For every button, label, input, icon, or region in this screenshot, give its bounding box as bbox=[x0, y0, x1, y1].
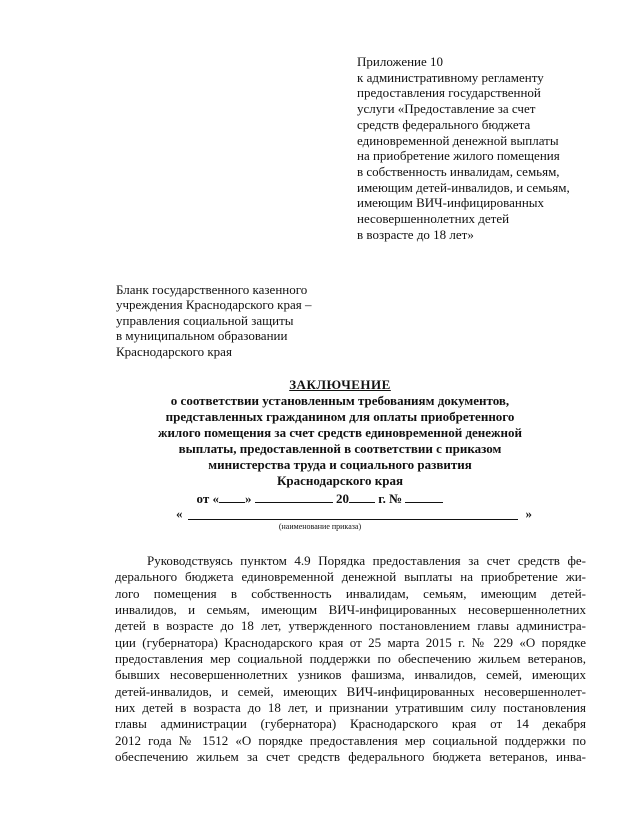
appendix-line: имеющим детей-инвалидов, и семьям, bbox=[357, 179, 570, 195]
appendix-line: единовременной денежной выплаты bbox=[357, 132, 559, 148]
appendix-line: средств федерального бюджета bbox=[357, 116, 531, 132]
body-line: ции (губернатора) Краснодарского края от 25 марта 2015 г. № 229 «О порядке bbox=[115, 634, 586, 650]
organization-line: учреждения Краснодарского края – bbox=[116, 297, 312, 313]
appendix-line: услуги «Предоставление за счет bbox=[357, 101, 536, 117]
body-line: дерального бюджета единовременной денежной выплаты на приобретение жи- bbox=[115, 569, 586, 585]
appendix-line: предоставления государственной bbox=[357, 85, 541, 101]
appendix-line: несовершеннолетних детей bbox=[357, 211, 510, 227]
body-line: главы администрации (губернатора) Краснодарского края от 14 декабря bbox=[115, 716, 586, 732]
order-name-blank-field[interactable] bbox=[188, 519, 518, 520]
document-title: ЗАКЛЮЧЕНИЕ bbox=[289, 377, 391, 392]
body-line: детей в возрасте до 18 лет, утвержденного постановлением главы администра- bbox=[115, 618, 586, 634]
appendix-line: в возрасте до 18 лет» bbox=[357, 226, 474, 242]
body-line: детей-инвалидов, и семей, имеющих ВИЧ-инфицированных несовершеннолет- bbox=[115, 683, 586, 699]
conclusion-line: министерства труда и социального развития bbox=[208, 457, 472, 472]
conclusion-heading bbox=[140, 377, 540, 489]
body-line: предоставления мер социальной поддержки по обеспечению жильем ветеранов, bbox=[115, 651, 586, 667]
appendix-line: в собственность инвалидам, семьям, bbox=[357, 163, 560, 179]
year-blank-field[interactable] bbox=[349, 491, 375, 503]
date-from-label: от « bbox=[196, 491, 219, 506]
number-label: г. № bbox=[378, 491, 403, 506]
appendix-line: Приложение 10 bbox=[357, 54, 444, 69]
organization-block bbox=[116, 282, 376, 359]
conclusion-line: представленных гражданином для оплаты приобретенного bbox=[165, 409, 515, 424]
date-close-quote: » bbox=[244, 491, 252, 506]
conclusion-line: Краснодарского края bbox=[276, 473, 404, 488]
conclusion-line: о соответствии установленным требованиям документов, bbox=[170, 393, 510, 408]
day-blank-field[interactable] bbox=[219, 491, 245, 503]
body-line: лого помещения в собственность инвалидам, семьям, имеющим детей- bbox=[115, 585, 586, 601]
number-blank-field[interactable] bbox=[405, 491, 443, 503]
body-line: 2012 года № 1512 «О порядке предоставления мер социальной поддержки по bbox=[115, 732, 586, 748]
appendix-header bbox=[357, 54, 627, 242]
order-close-quote: » bbox=[525, 506, 532, 521]
body-line: инвалидов, и семьям, имеющим ВИЧ-инфицированных несовершеннолетних bbox=[115, 602, 586, 618]
body-paragraph bbox=[115, 553, 586, 765]
conclusion-line: жилого помещения за счет средств единовременной денежной bbox=[158, 425, 522, 440]
date-number-line bbox=[0, 491, 640, 507]
body-line: них детей в возраста до 18 лет, и признании утратившим силу постановления bbox=[115, 700, 586, 716]
organization-line: в муниципальном образовании bbox=[116, 328, 288, 344]
year-prefix: 20 bbox=[335, 491, 349, 506]
organization-line: управления социальной защиты bbox=[116, 312, 294, 328]
body-line: бывших несовершеннолетних узников фашизма, инвалидов, семей, имеющих bbox=[115, 667, 586, 683]
month-blank-field[interactable] bbox=[255, 491, 333, 503]
body-line: обеспечению жильем за счет средств федерального бюджета ветеранов, инва- bbox=[115, 749, 586, 765]
appendix-line: имеющим ВИЧ-инфицированных bbox=[357, 195, 545, 211]
order-open-quote: « bbox=[176, 506, 183, 521]
body-line: Руководствуясь пунктом 4.9 Порядка предоставления за счет средств фе- bbox=[147, 553, 586, 568]
appendix-line: на приобретение жилого помещения bbox=[357, 148, 560, 164]
organization-line: Краснодарского края bbox=[116, 343, 232, 359]
conclusion-line: выплаты, предоставленной в соответствии с приказом bbox=[178, 441, 502, 456]
appendix-line: к административному регламенту bbox=[357, 69, 544, 85]
organization-line: Бланк государственного казенного bbox=[116, 282, 308, 297]
order-caption: (наименование приказа) bbox=[278, 522, 362, 531]
